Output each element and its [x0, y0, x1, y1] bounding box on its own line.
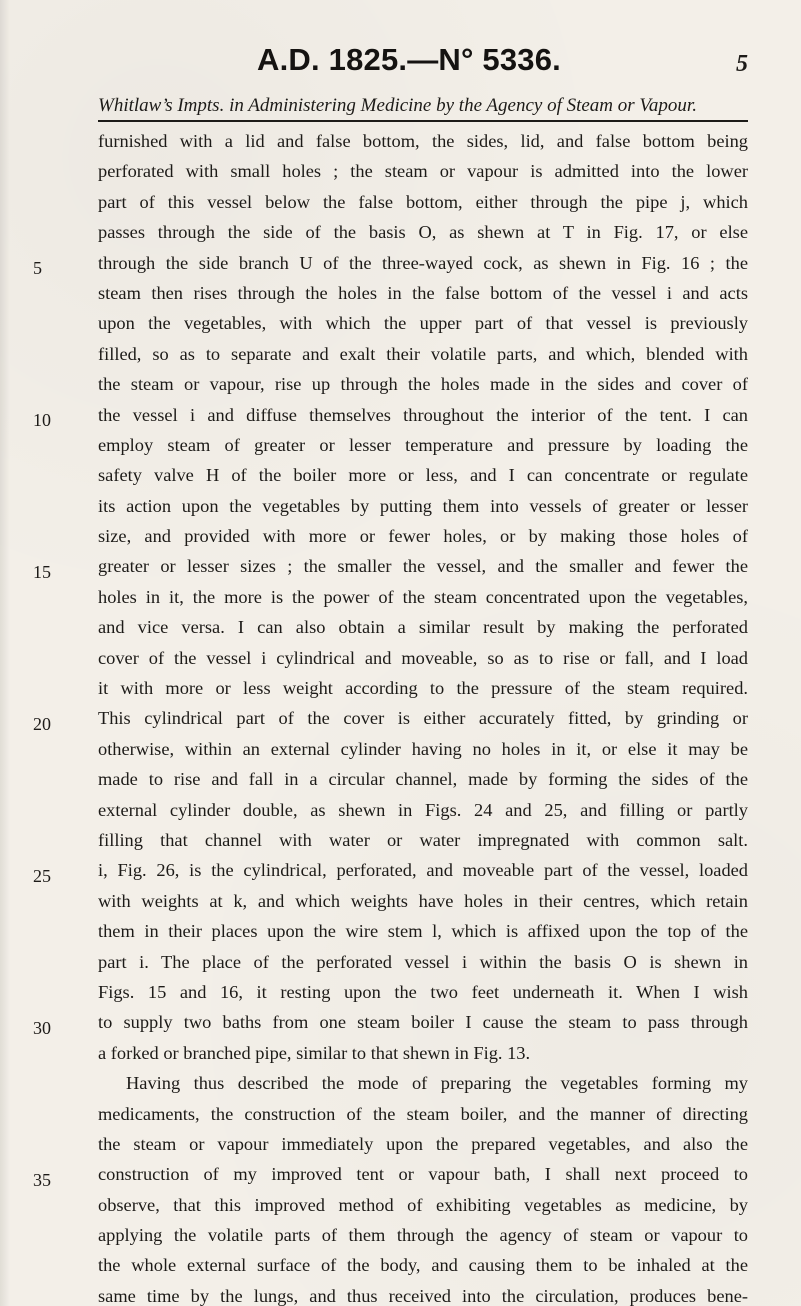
text-line-13: its action upon the vegetables by putting them into vessels of greater or lesser: [98, 495, 748, 516]
text-line-25: i, Fig. 26, is the cylindrical, perforated, and moveable part of the vessel, loaded: [98, 860, 748, 881]
text-line-9: the steam or vapour, rise up through the holes made in the sides and cover of: [98, 374, 748, 395]
text-line-38: the whole external surface of the body, and causing them to be inhaled at the: [98, 1255, 748, 1276]
line-number-25: 25: [33, 866, 51, 886]
text-line-22: made to rise and fall in a circular channel, made by forming the sides of the: [98, 769, 748, 790]
text-line-8: filled, so as to separate and exalt their volatile parts, and which, blended with: [98, 343, 748, 364]
text-line-29: Figs. 15 and 16, it resting upon the two feet underneath it. When I wish: [98, 981, 748, 1002]
page-number: 5: [736, 51, 748, 77]
text-line-14: size, and provided with more or fewer holes, or by making those holes of: [98, 526, 748, 547]
text-line-1: furnished with a lid and false bottom, the sides, lid, and false bottom being: [98, 131, 748, 151]
text-line-10: the vessel i and diffuse themselves throughout the interior of the tent. I can: [98, 404, 748, 425]
text-line-16: holes in it, the more is the power of the steam concentrated upon the vegetables,: [98, 586, 748, 607]
page-header: [70, 44, 748, 90]
running-head: Whitlaw’s Impts. in Administering Medicine by the Agency of Steam or Vapour.: [98, 96, 748, 122]
text-line-35: construction of my improved tent or vapour bath, I shall next proceed to: [98, 1164, 748, 1185]
line-number-30: 30: [33, 1018, 51, 1038]
text-line-15: greater or lesser sizes ; the smaller the vessel, and the smaller and fewer the: [98, 556, 748, 577]
patent-header-title: A.D. 1825.—N° 5336.: [257, 42, 561, 77]
line-number-15: 15: [33, 562, 51, 582]
text-line-32: Having thus described the mode of preparing the vegetables forming my: [126, 1073, 748, 1094]
text-line-23: external cylinder double, as shewn in Figs. 24 and 25, and filling or partly: [98, 799, 748, 820]
text-line-27: them in their places upon the wire stem l, which is affixed upon the top of the: [98, 921, 748, 942]
text-line-39: same time by the lungs, and thus received into the circulation, produces bene-: [98, 1285, 748, 1306]
line-number-35: 35: [33, 1170, 51, 1190]
text-line-3: part of this vessel below the false bottom, either through the pipe j, which: [98, 191, 748, 212]
text-line-12: safety valve H of the boiler more or less, and I can concentrate or regulate: [98, 465, 748, 486]
line-number-5: 5: [33, 258, 42, 278]
text-line-4: passes through the side of the basis O, as shewn at T in Fig. 17, or else: [98, 222, 748, 243]
body-text: [98, 126, 748, 1306]
text-line-28: part i. The place of the perforated vessel i within the basis O is shewn in: [98, 951, 748, 972]
text-line-19: it with more or less weight according to the pressure of the steam required.: [98, 678, 748, 699]
text-line-2: perforated with small holes ; the steam or vapour is admitted into the lower: [98, 161, 748, 182]
text-line-21: otherwise, within an external cylinder having no holes in it, or else it may be: [98, 738, 748, 759]
text-line-33: medicaments, the construction of the steam boiler, and the manner of directing: [98, 1103, 748, 1124]
text-line-34: the steam or vapour immediately upon the prepared vegetables, and also the: [98, 1133, 748, 1154]
line-number-10: 10: [33, 410, 51, 430]
text-line-26: with weights at k, and which weights have holes in their centres, which retain: [98, 890, 748, 911]
text-line-30: to supply two baths from one steam boiler I cause the steam to pass through: [98, 1012, 748, 1033]
text-line-7: upon the vegetables, with which the upper part of that vessel is previously: [98, 313, 748, 334]
text-line-17: and vice versa. I can also obtain a similar result by making the perforated: [98, 617, 748, 638]
line-number-20: 20: [33, 714, 51, 734]
text-line-20: This cylindrical part of the cover is either accurately fitted, by grinding or: [98, 708, 748, 729]
text-line-36: observe, that this improved method of exhibiting vegetables as medicine, by: [98, 1194, 748, 1215]
text-line-6: steam then rises through the holes in the false bottom of the vessel i and acts: [98, 282, 748, 303]
text-line-37: applying the volatile parts of them through the agency of steam or vapour to: [98, 1225, 748, 1246]
text-line-31: a forked or branched pipe, similar to that shewn in Fig. 13.: [98, 1042, 531, 1063]
text-line-24: filling that channel with water or water impregnated with common salt.: [98, 829, 748, 850]
text-line-11: employ steam of greater or lesser temperature and pressure by loading the: [98, 434, 748, 455]
text-line-18: cover of the vessel i cylindrical and moveable, so as to rise or fall, and I load: [98, 647, 748, 668]
text-line-5: through the side branch U of the three-wayed cock, as shewn in Fig. 16 ; the: [98, 252, 748, 273]
